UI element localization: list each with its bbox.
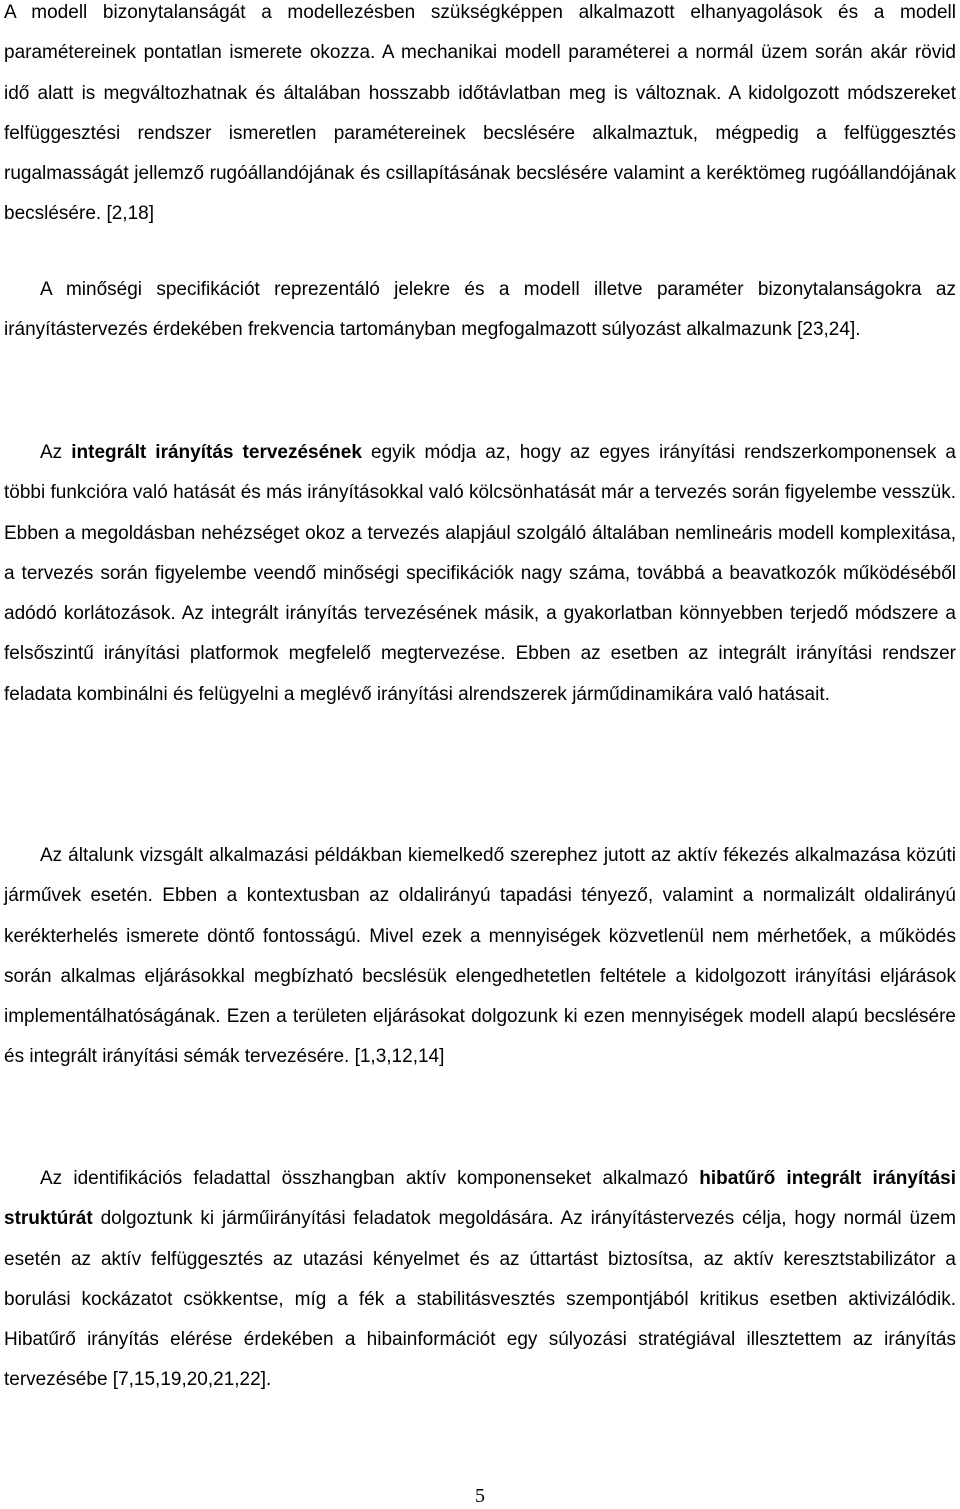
paragraph-text: A minőségi specifikációt reprezentáló jelekre és a modell illetve paraméter bizonytalanságokra az irányítástervezés érdekében frekvencia tartományban megfogalmazott súlyozást alkalmazunk [23,24]. (4, 279, 956, 341)
paragraph-text-after: dolgoztunk ki járműirányítási feladatok megoldására. Az irányítástervezés célja, hogy normál üzem esetén az aktív felfüggesztés az utazási kényelmet és az úttartást biztosítsa, az aktív keresztstabilizátor a borulási kockázatot csökkentse, míg a fék a stabilitásvesztés szempontjából kritikus esetben aktivizálódik. Hibatűrő irányítás elérése érdekében a hibainformációt egy súlyozási stratégiával illesztettem az irányítás tervezésébe [7,15,19,20,21,22]. (4, 1208, 956, 1391)
bold-term: hibatűrő integrált irányítási struktúrát (4, 1168, 956, 1230)
paragraph-text-before: Az (40, 442, 72, 463)
page-number: 5 (475, 1485, 485, 1507)
paragraph-text-after: egyik módja az, hogy az egyes irányítási rendszerkomponensek a többi funkcióra való hatását és más irányításokkal való kölcsönhatását már a tervezés során figyelembe vesszük. Ebben a megoldásban nehézséget okoz a tervezés alapjául szolgáló általában nemlineáris modell komplexitása, a tervezés során figyelembe veendő minőségi specifikációk nagy száma, továbbá a beavatkozók működéséből adódó korlátozások. Az integrált irányítás tervezésének másik, a gyakorlatban könnyebben terjedő módszere a felsőszintű irányítási platformok megfelelő megtervezése. Ebben az esetben az integrált irányítási rendszer feladata kombinálni és felügyelni a meglévő irányítási alrendszerek járműdinamikára való hatásait. (4, 442, 956, 705)
paragraph-model-uncertainty (4, 0, 956, 235)
paragraph-active-braking (4, 836, 956, 1078)
paragraph-fault-tolerant-control (4, 1159, 956, 1401)
paragraph-text: Az általunk vizsgált alkalmazási példákban kiemelkedő szerephez jutott az aktív fékezés alkalmazása közúti járművek esetén. Ebben a kontextusban az oldalirányú tapadási tényező, valamint a normalizált oldalirányú kerékterhelés ismerete döntő fontosságú. Mivel ezek a mennyiségek közvetlenül nem mérhetőek, a működés során alkalmas eljárásokkal megbízható becslésük elengedhetetlen feltétele a kidolgozott irányítási eljárások implementálhatóságának. Ezen a területen eljárásokat dolgozunk ki ezen mennyiségek modell alapú becslésére és integrált irányítási sémák tervezésére. [1,3,12,14] (4, 845, 956, 1068)
paragraph-quality-specification (4, 270, 956, 351)
paragraph-text-before: Az identifikációs feladattal összhangban aktív komponenseket alkalmazó (40, 1168, 700, 1189)
paragraph-text: A modell bizonytalanságát a modellezésben szükségképpen alkalmazott elhanyagolások és a modell paramétereinek pontatlan ismerete okozza. A mechanikai modell paraméterei a normál üzem során akár rövid idő alatt is megváltozhatnak és általában hosszabb időtávlatban meg is változnak. A kidolgozott módszereket felfüggesztési rendszer ismeretlen paramétereinek becslésére alkalmaztuk, mégpedig a felfüggesztés rugalmasságát jellemző rugóállandójának és csillapításának becslésére valamint a keréktömeg rugóállandójának becslésére. [2,18] (4, 2, 956, 225)
paragraph-integrated-control (4, 433, 956, 715)
bold-term: integrált irányítás tervezésének (71, 442, 362, 463)
